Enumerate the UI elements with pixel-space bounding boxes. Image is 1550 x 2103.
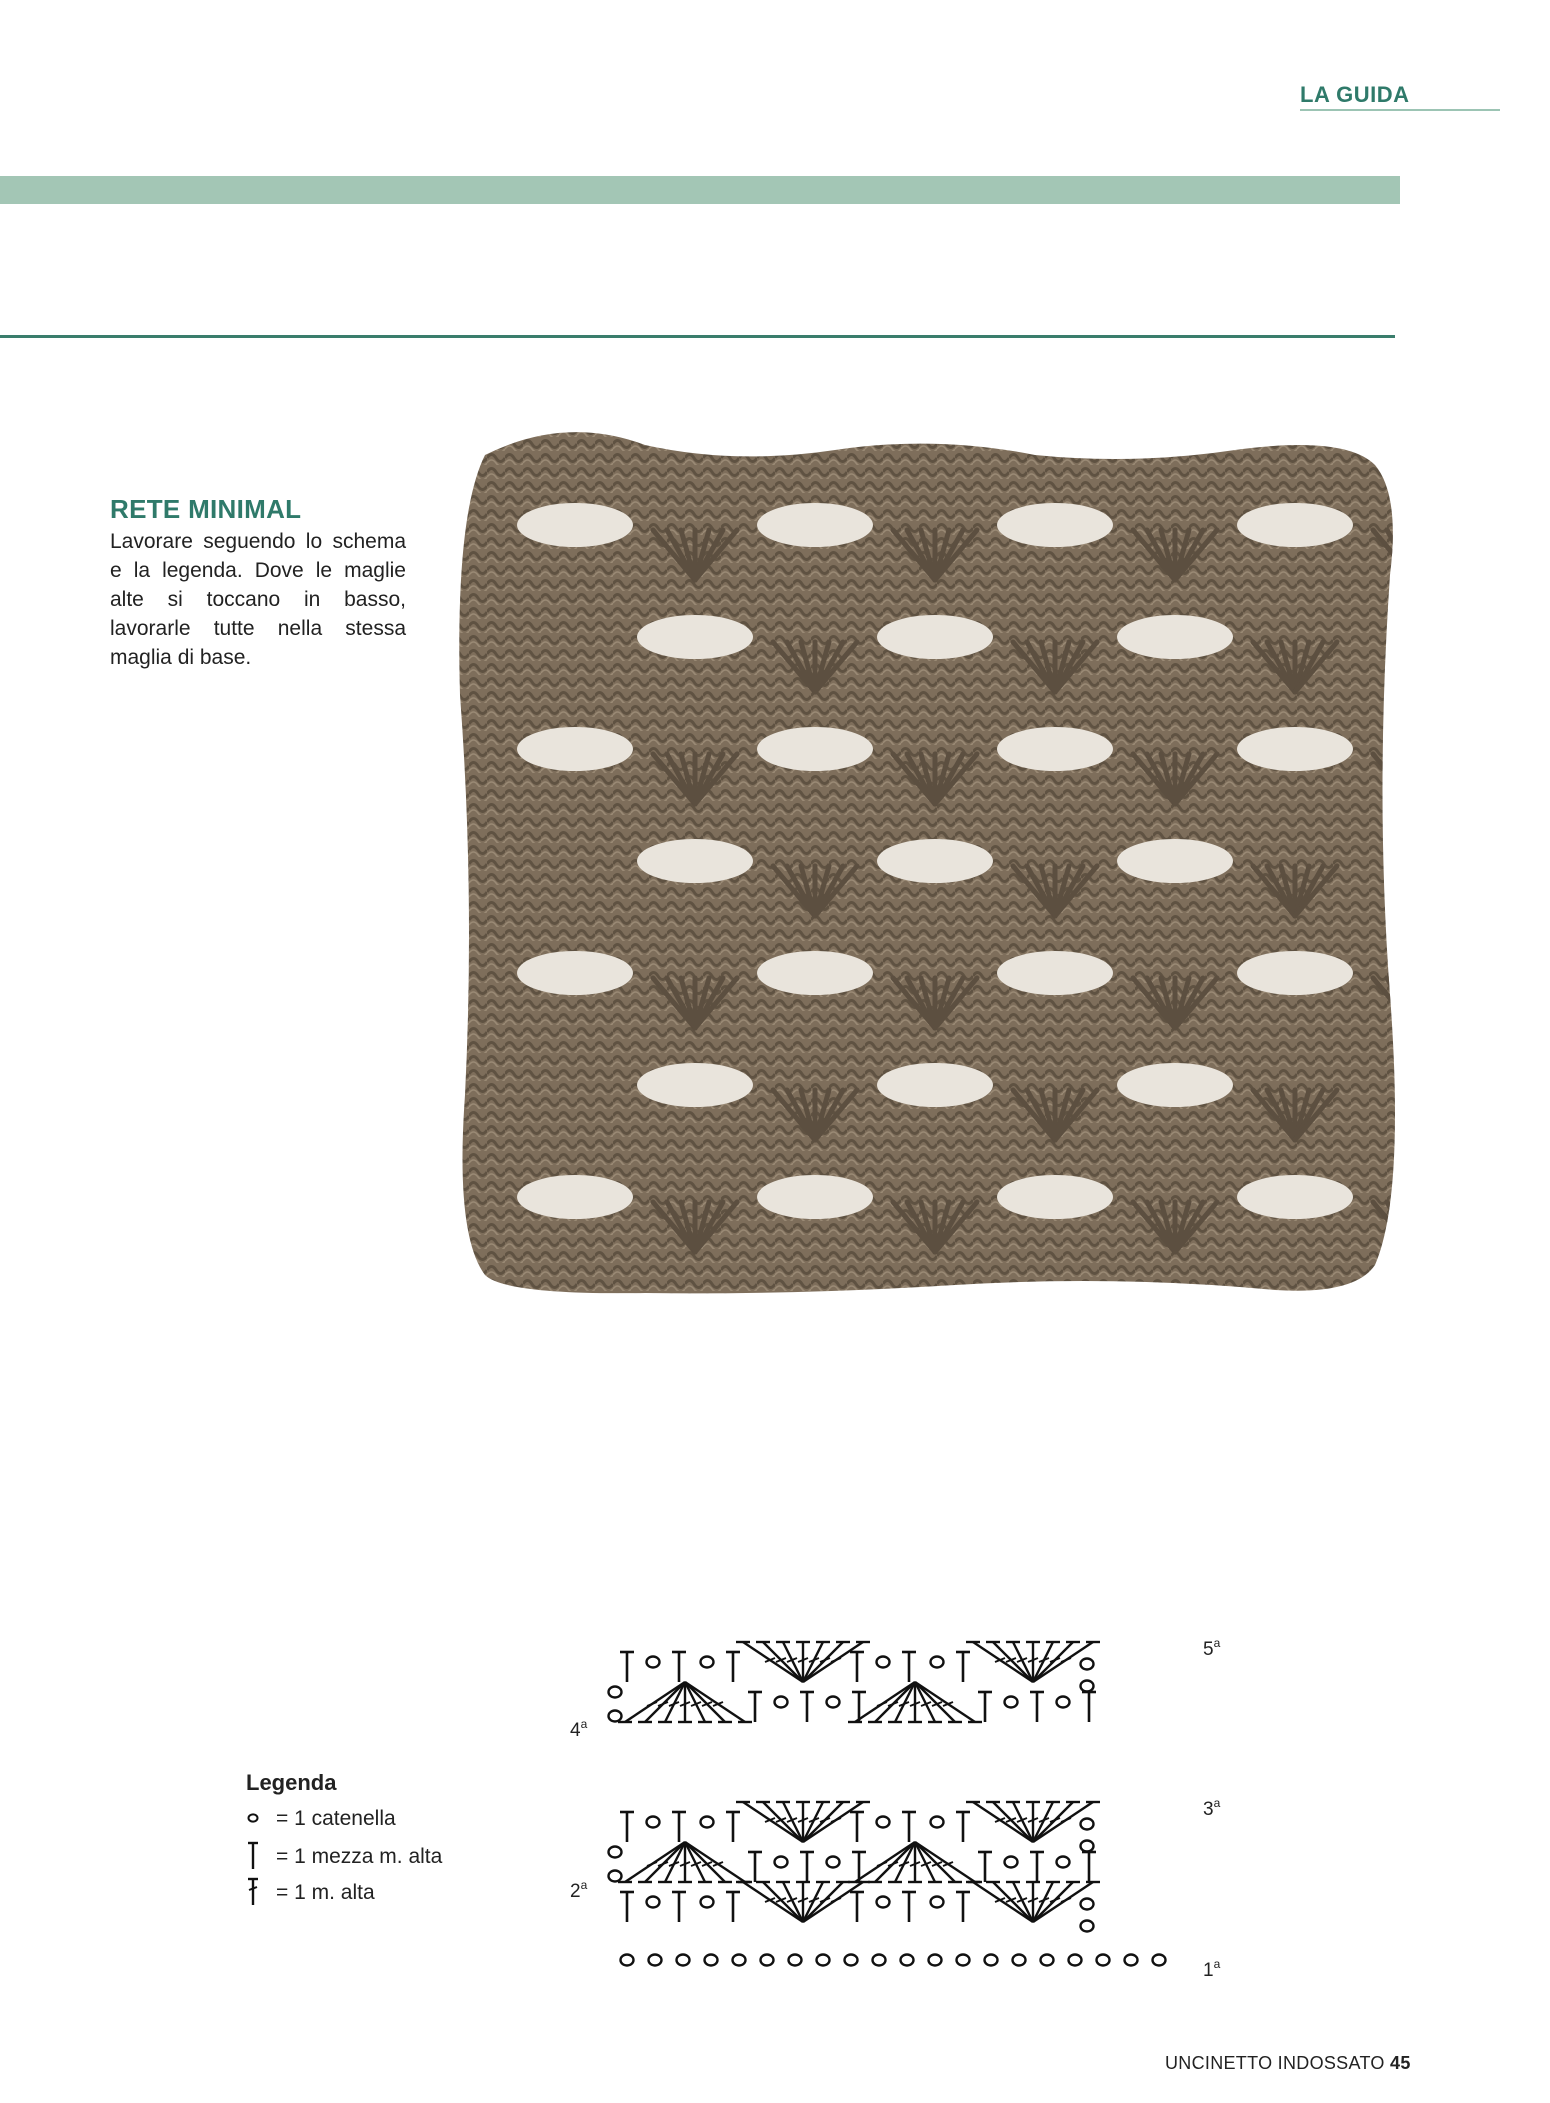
chain-symbol [1153,1955,1166,1966]
chain-symbol [609,1871,622,1882]
chain-symbol [647,1897,660,1908]
chain-symbol [1081,1681,1094,1692]
swatch-mesh-hole [877,839,993,883]
swatch-mesh-hole [757,727,873,771]
dc-symbol [993,1802,1033,1842]
dc-symbol [685,1842,725,1882]
swatch-mesh-hole [877,1063,993,1107]
swatch-mesh-hole [997,727,1113,771]
chain-symbol [845,1955,858,1966]
chain-symbol [1081,1659,1094,1670]
swatch-mesh-hole [1237,727,1353,771]
chain-symbol [775,1857,788,1868]
chain-symbol [929,1955,942,1966]
chain-symbol [649,1955,662,1966]
swatch-mesh-hole [997,503,1113,547]
chain-symbol [931,1657,944,1668]
chain-symbol [931,1817,944,1828]
chain-stitch-icon [246,1800,268,1834]
swatch-mesh-hole [997,951,1113,995]
swatch-mesh-hole [757,951,873,995]
swatch-mesh-hole [757,503,873,547]
article-title: RETE MINIMAL [110,494,302,524]
chain-symbol [1097,1955,1110,1966]
chain-symbol [827,1697,840,1708]
row-label-3: 3$^a$ [1203,1796,1221,1820]
half-double-crochet-icon [246,1838,268,1872]
chain-symbol [677,1955,690,1966]
swatch-mesh-hole [1117,839,1233,883]
dc-symbol [763,1802,803,1842]
dc-symbol [993,1642,1033,1682]
swatch-mesh-hole [517,503,633,547]
chain-symbol [705,1955,718,1966]
chain-symbol [873,1955,886,1966]
chain-symbol [1057,1697,1070,1708]
swatch-mesh-hole [1237,951,1353,995]
swatch-mesh-hole [1237,503,1353,547]
dc-symbol [993,1882,1033,1922]
swatch-mesh-hole [637,839,753,883]
chain-symbol [1057,1857,1070,1868]
swatch-mesh-hole [517,1175,633,1219]
chain-symbol [609,1847,622,1858]
header-divider [0,335,1395,338]
chain-symbol [1081,1841,1094,1852]
magazine-name: UNCINETTO INDOSSATO [1165,2053,1385,2073]
dc-symbol [915,1682,955,1722]
header-color-band [0,176,1400,204]
article-body: Lavorare seguendo lo schema e la legenda. Dove le maglie alte si toccano in basso, lavorarle tutte nella stessa maglia di base. [110,530,406,669]
swatch-mesh-hole [517,727,633,771]
chain-symbol [621,1955,634,1966]
chain-symbol [733,1955,746,1966]
legend-item-chain [246,1804,506,1834]
chain-symbol [1081,1899,1094,1910]
chain-symbol [609,1711,622,1722]
chain-symbol [957,1955,970,1966]
chain-symbol [775,1697,788,1708]
chain-symbol [877,1657,890,1668]
stitch-diagram [570,1600,1230,1980]
page-number: 45 [1390,2053,1411,2073]
legend-item-double [246,1878,506,1908]
chain-symbol [901,1955,914,1966]
chain-symbol [789,1955,802,1966]
swatch-mesh-hole [637,615,753,659]
dc-symbol [763,1642,803,1682]
chain-symbol [647,1817,660,1828]
chain-symbol [1125,1955,1138,1966]
chain-symbol [701,1897,714,1908]
dc-symbol [685,1682,725,1722]
chain-symbol [827,1857,840,1868]
chain-symbol [1005,1857,1018,1868]
dc-symbol [763,1882,803,1922]
chain-symbol [1081,1819,1094,1830]
chain-symbol [1005,1697,1018,1708]
chain-symbol [985,1955,998,1966]
chain-symbol [877,1897,890,1908]
chain-symbol [701,1817,714,1828]
row-label-4: 4$^a$ [570,1717,588,1741]
chain-symbol [701,1657,714,1668]
swatch-mesh-hole [997,1175,1113,1219]
swatch-mesh-hole [1237,1175,1353,1219]
section-label: LA GUIDA [1300,82,1410,107]
swatch-photo [415,395,1475,1340]
swatch-mesh-hole [877,615,993,659]
section-label-underline [1300,109,1500,111]
chain-symbol [1013,1955,1026,1966]
chain-symbol [761,1955,774,1966]
legend-title: Legenda [246,1770,337,1795]
swatch-mesh-hole [757,1175,873,1219]
chain-symbol [817,1955,830,1966]
legend-label-half-double: = 1 mezza m. alta [276,1845,443,1868]
swatch-mesh-hole [517,951,633,995]
page-footer [1165,2053,1411,2074]
chain-symbol [877,1817,890,1828]
chain-symbol [1041,1955,1054,1966]
chain-symbol [609,1687,622,1698]
dc-symbol [915,1842,955,1882]
legend-label-double: = 1 m. alta [276,1881,375,1904]
swatch-mesh-hole [1117,1063,1233,1107]
row-label-1: 1$^a$ [1203,1957,1221,1980]
swatch-mesh-hole [1117,615,1233,659]
chain-symbol [1069,1955,1082,1966]
row-label-5: 5$^a$ [1203,1636,1221,1660]
chain-symbol [647,1657,660,1668]
chain-symbol [931,1897,944,1908]
swatch-mesh-hole [637,1063,753,1107]
legend-item-half-double [246,1842,506,1872]
double-crochet-icon [246,1874,268,1908]
legend-label-chain: = 1 catenella [276,1807,396,1830]
chain-symbol [1081,1921,1094,1932]
row-label-2: 2$^a$ [570,1878,588,1902]
